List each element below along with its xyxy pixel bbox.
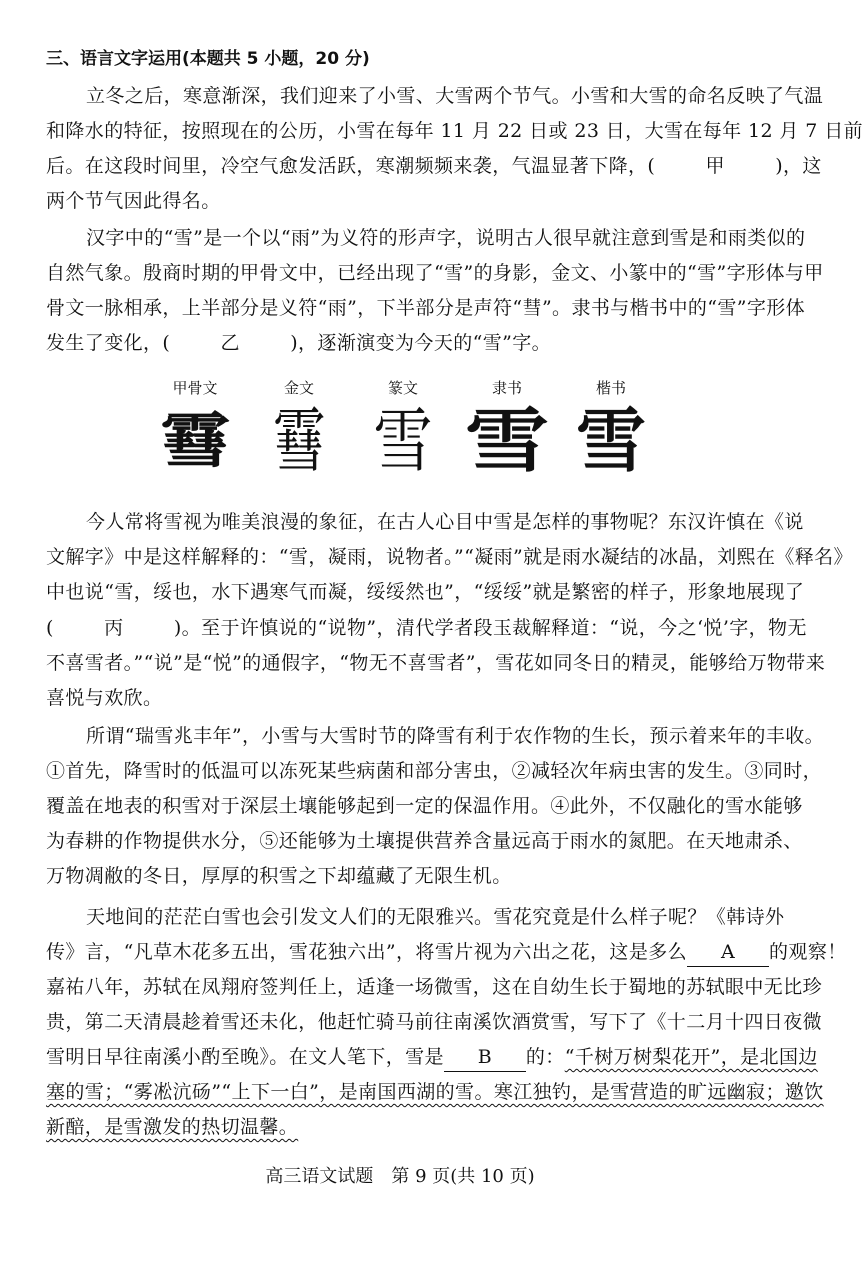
p1-line-2: 和降水的特征，按照现在的公历，小雪在每年 11 月 22 日或 23 日，大雪在每年 12 月 7 日前 xyxy=(46,120,863,142)
script-label-regular: 楷书 xyxy=(595,379,626,397)
script-label-bronze: 金文 xyxy=(283,379,314,397)
p3-line-5: 不喜雪者。”“说”是“悦”的通假字，“物无不喜雪者”，雪花如同冬日的精灵，能够给万物带来 xyxy=(46,652,826,674)
p4-line-2: ①首先，降雪时的低温可以冻死某些病菌和部分害虫，②减轻次年病虫害的发生。③同时， xyxy=(46,760,823,782)
p2-line-1: 汉字中的“雪”是一个以“雨”为义符的形声字，说明古人很早就注意到雪是和雨类似的 xyxy=(86,227,806,249)
p2-line-2: 自然气象。殷商时期的甲骨文中，已经出现了“雪”的身影，金文、小篆中的“雪”字形体与甲 xyxy=(46,262,824,284)
oracle-bone-snow-glyph: 䨮 xyxy=(160,406,230,476)
p5-line-6: 塞的雪；“雾凇沆砀”“上下一白”，是南国西湖的雪。寒江独钓，是雪营造的旷远幽寂；邀饮 xyxy=(46,1081,824,1103)
script-clerical xyxy=(452,376,562,482)
p5-line-1: 天地间的茫茫白雪也会引发文人们的无限雅兴。雪花究竟是什么样子呢？《韩诗外 xyxy=(86,906,785,928)
script-label-clerical: 隶书 xyxy=(491,379,522,397)
p1-line-3-tail: )，这 xyxy=(775,155,822,177)
p1-line-4: 两个节气因此得名。 xyxy=(46,190,221,212)
blank-bing: 丙 xyxy=(104,617,124,639)
p5-line-5 xyxy=(46,1043,818,1072)
script-oracle-bone xyxy=(140,376,250,482)
p5-line-4: 贵，第二天清晨趁着雪还未化，他赶忙骑马前往南溪饮酒赏雪，写下了《十二月十四日夜微 xyxy=(46,1011,823,1033)
p3-line-3: 中也说“雪，绥也，水下遇寒气而凝，绥绥然也”，“绥绥”就是繁密的样子，形象地展现了 xyxy=(46,581,805,603)
p5-line-2-tail: 的观察！ xyxy=(769,941,847,963)
p3-line-4-tail: )。至于许慎说的“说物”，清代学者段玉裁解释道：“说，今之‘悦’字，物无 xyxy=(173,617,807,639)
p2-line-4-text: 发生了变化，( xyxy=(46,332,171,354)
p1-line-3 xyxy=(46,152,822,180)
p5-line-5-text: 雪明日早往南溪小酌至晚》。在文人笔下，雪是 xyxy=(46,1046,444,1068)
p5-line-2 xyxy=(46,938,847,967)
blank-jia: 甲 xyxy=(705,155,725,177)
clerical-snow-glyph: 雪 xyxy=(465,400,549,482)
p5-line-5-wavy-text: “千树万树梨花开”，是北国边 xyxy=(564,1046,818,1068)
blank-b: B xyxy=(444,1043,526,1072)
p1-line-1: 立冬之后，寒意渐深，我们迎来了小雪、大雪两个节气。小雪和大雪的命名反映了气温 xyxy=(86,85,824,107)
p2-line-4 xyxy=(46,329,551,357)
p3-line-4-open: ( xyxy=(46,617,54,639)
p3-line-6: 喜悦与欢欣。 xyxy=(46,687,163,709)
bronze-snow-glyph: 䨮 xyxy=(272,400,326,482)
snow-character-scripts-figure xyxy=(140,376,660,486)
script-bronze xyxy=(244,376,354,482)
p2-line-4-tail: )，逐渐演变为今天的“雪”字。 xyxy=(290,332,552,354)
page-footer: 高三语文试题 第 9 页(共 10 页) xyxy=(265,1166,535,1187)
blank-a: A xyxy=(687,938,769,967)
seal-snow-glyph: 雪 xyxy=(373,400,433,482)
script-regular xyxy=(556,376,666,482)
p3-line-2: 文解字》中是这样解释的：“雪，凝雨，说物者。”“凝雨”就是雨水凝结的冰晶，刘熙在《释名》 xyxy=(46,546,853,568)
p3-line-4 xyxy=(46,614,807,642)
p4-line-1: 所谓“瑞雪兆丰年”，小雪与大雪时节的降雪有利于农作物的生长，预示着来年的丰收。 xyxy=(86,725,825,747)
p4-line-4: 为春耕的作物提供水分，⑤还能够为土壤提供营养含量远高于雨水的氮肥。在天地肃杀、 xyxy=(46,830,803,852)
p5-line-2-text: 传》言，“凡草木花多五出，雪花独六出”，将雪片视为六出之花，这是多么 xyxy=(46,941,688,963)
script-label-oracle-bone: 甲骨文 xyxy=(172,379,218,397)
regular-snow-glyph: 雪 xyxy=(576,399,646,482)
p4-line-3: 覆盖在地表的积雪对于深层土壤能够起到一定的保温作用。④此外，不仅融化的雪水能够 xyxy=(46,795,803,817)
p5-line-7: 新醅，是雪激发的热切温馨。 xyxy=(46,1116,299,1138)
p4-line-5: 万物凋敝的冬日，厚厚的积雪之下却蕴藏了无限生机。 xyxy=(46,865,512,887)
p5-line-5-colon: 的： xyxy=(525,1046,565,1068)
p2-line-3: 骨文一脉相承，上半部分是义符“雨”，下半部分是声符“彗”。隶书与楷书中的“雪”字形体 xyxy=(46,297,806,319)
p3-line-1: 今人常将雪视为唯美浪漫的象征，在古人心目中雪是怎样的事物呢？东汉许慎在《说 xyxy=(86,511,804,533)
p5-line-3: 嘉祐八年，苏轼在凤翔府签判任上，适逢一场微雪，这在自幼生长于蜀地的苏轼眼中无比珍 xyxy=(46,976,823,998)
section-heading: 三、语言文字运用(本题共 5 小题，20 分) xyxy=(46,49,370,69)
p1-line-3-text: 后。在这段时间里，冷空气愈发活跃，寒潮频频来袭，气温显著下降，( xyxy=(46,155,656,177)
script-label-seal: 篆文 xyxy=(387,379,418,397)
blank-yi: 乙 xyxy=(220,332,240,354)
